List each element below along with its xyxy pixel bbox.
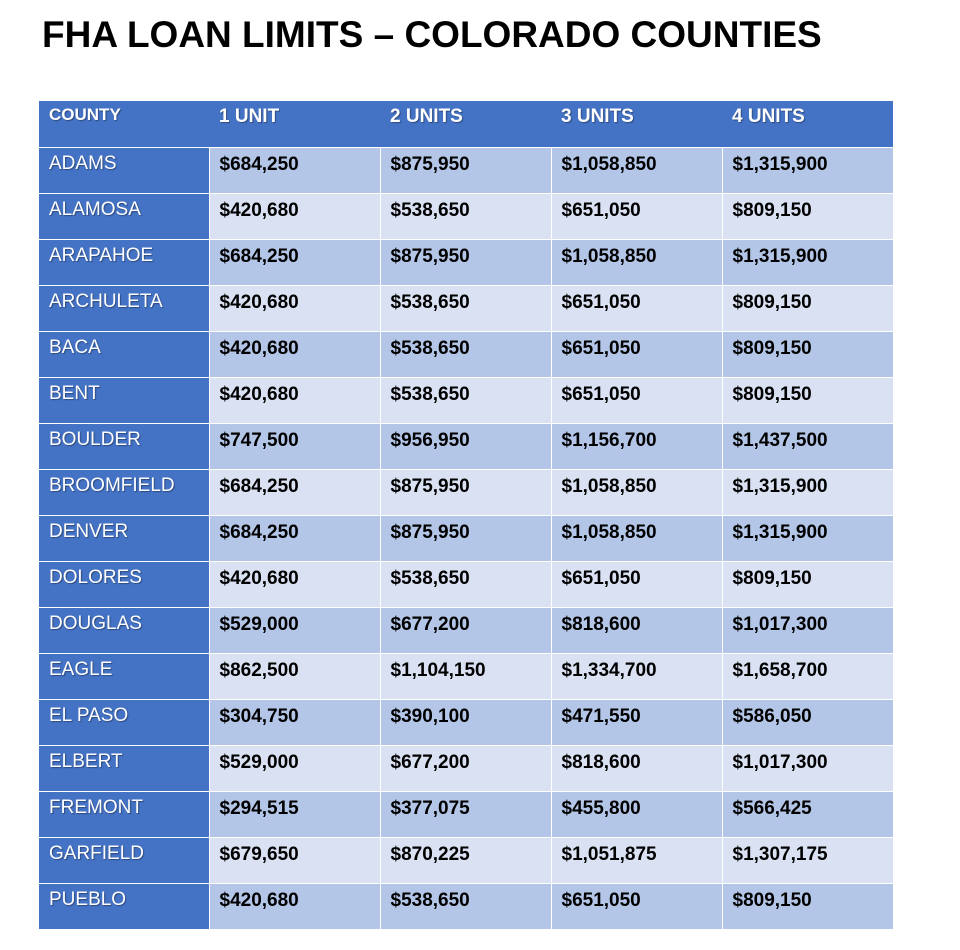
table-row bbox=[39, 423, 893, 469]
limit-cell-3-units: $1,058,850 bbox=[551, 239, 722, 285]
limit-cell-2-units: $875,950 bbox=[380, 469, 551, 515]
limit-cell-1-unit: $862,500 bbox=[209, 653, 380, 699]
table-row bbox=[39, 745, 893, 791]
limit-cell-3-units: $818,600 bbox=[551, 607, 722, 653]
limit-cell-1-unit: $420,680 bbox=[209, 377, 380, 423]
limit-cell-3-units: $1,058,850 bbox=[551, 515, 722, 561]
limit-cell-1-unit: $420,680 bbox=[209, 883, 380, 929]
county-name-cell: EAGLE bbox=[39, 653, 209, 699]
limit-cell-4-units: $1,017,300 bbox=[722, 745, 893, 791]
county-name-cell: DOUGLAS bbox=[39, 607, 209, 653]
limit-cell-1-unit: $420,680 bbox=[209, 285, 380, 331]
limit-cell-3-units: $1,058,850 bbox=[551, 469, 722, 515]
limit-cell-3-units: $455,800 bbox=[551, 791, 722, 837]
table-row bbox=[39, 377, 893, 423]
limit-cell-2-units: $875,950 bbox=[380, 147, 551, 193]
column-header-1-unit: 1 UNIT bbox=[209, 101, 380, 147]
limit-cell-1-unit: $529,000 bbox=[209, 607, 380, 653]
limit-cell-1-unit: $684,250 bbox=[209, 239, 380, 285]
limit-cell-2-units: $875,950 bbox=[380, 515, 551, 561]
county-name-cell: EL PASO bbox=[39, 699, 209, 745]
limit-cell-2-units: $377,075 bbox=[380, 791, 551, 837]
loan-limits-table bbox=[39, 101, 893, 929]
limit-cell-2-units: $956,950 bbox=[380, 423, 551, 469]
county-name-cell: ALAMOSA bbox=[39, 193, 209, 239]
county-name-cell: FREMONT bbox=[39, 791, 209, 837]
table-body bbox=[39, 147, 893, 929]
limit-cell-1-unit: $420,680 bbox=[209, 193, 380, 239]
table-header-row bbox=[39, 101, 893, 147]
limit-cell-1-unit: $294,515 bbox=[209, 791, 380, 837]
table-row bbox=[39, 653, 893, 699]
column-header-2-units: 2 UNITS bbox=[380, 101, 551, 147]
table-row bbox=[39, 193, 893, 239]
table-row bbox=[39, 469, 893, 515]
table-row bbox=[39, 837, 893, 883]
limit-cell-4-units: $809,150 bbox=[722, 193, 893, 239]
limit-cell-2-units: $390,100 bbox=[380, 699, 551, 745]
table-row bbox=[39, 239, 893, 285]
county-name-cell: BACA bbox=[39, 331, 209, 377]
county-name-cell: GARFIELD bbox=[39, 837, 209, 883]
limit-cell-2-units: $875,950 bbox=[380, 239, 551, 285]
limit-cell-4-units: $809,150 bbox=[722, 331, 893, 377]
table-row bbox=[39, 607, 893, 653]
limit-cell-3-units: $1,156,700 bbox=[551, 423, 722, 469]
limit-cell-3-units: $1,051,875 bbox=[551, 837, 722, 883]
table-row bbox=[39, 791, 893, 837]
limit-cell-4-units: $586,050 bbox=[722, 699, 893, 745]
county-name-cell: BENT bbox=[39, 377, 209, 423]
limit-cell-3-units: $471,550 bbox=[551, 699, 722, 745]
limit-cell-4-units: $1,658,700 bbox=[722, 653, 893, 699]
limit-cell-4-units: $809,150 bbox=[722, 285, 893, 331]
table-row bbox=[39, 331, 893, 377]
limit-cell-2-units: $538,650 bbox=[380, 285, 551, 331]
limit-cell-2-units: $538,650 bbox=[380, 377, 551, 423]
limit-cell-4-units: $1,315,900 bbox=[722, 147, 893, 193]
table-row bbox=[39, 147, 893, 193]
table-row bbox=[39, 883, 893, 929]
county-name-cell: BOULDER bbox=[39, 423, 209, 469]
limit-cell-3-units: $1,058,850 bbox=[551, 147, 722, 193]
limit-cell-2-units: $870,225 bbox=[380, 837, 551, 883]
limit-cell-2-units: $1,104,150 bbox=[380, 653, 551, 699]
table-row bbox=[39, 699, 893, 745]
county-name-cell: ELBERT bbox=[39, 745, 209, 791]
limit-cell-1-unit: $747,500 bbox=[209, 423, 380, 469]
limit-cell-1-unit: $679,650 bbox=[209, 837, 380, 883]
county-name-cell: BROOMFIELD bbox=[39, 469, 209, 515]
limit-cell-1-unit: $420,680 bbox=[209, 561, 380, 607]
limit-cell-4-units: $809,150 bbox=[722, 377, 893, 423]
table-row bbox=[39, 515, 893, 561]
limit-cell-4-units: $809,150 bbox=[722, 561, 893, 607]
limit-cell-2-units: $677,200 bbox=[380, 745, 551, 791]
limit-cell-1-unit: $420,680 bbox=[209, 331, 380, 377]
column-header-county: COUNTY bbox=[39, 101, 209, 147]
column-header-4-units: 4 UNITS bbox=[722, 101, 893, 147]
limit-cell-2-units: $677,200 bbox=[380, 607, 551, 653]
limit-cell-4-units: $566,425 bbox=[722, 791, 893, 837]
limit-cell-3-units: $818,600 bbox=[551, 745, 722, 791]
column-header-3-units: 3 UNITS bbox=[551, 101, 722, 147]
limit-cell-3-units: $651,050 bbox=[551, 377, 722, 423]
page-title: FHA LOAN LIMITS – COLORADO COUNTIES bbox=[42, 14, 822, 55]
county-name-cell: DOLORES bbox=[39, 561, 209, 607]
limit-cell-3-units: $651,050 bbox=[551, 561, 722, 607]
limit-cell-4-units: $1,315,900 bbox=[722, 469, 893, 515]
limit-cell-3-units: $651,050 bbox=[551, 193, 722, 239]
table-row bbox=[39, 561, 893, 607]
limit-cell-3-units: $1,334,700 bbox=[551, 653, 722, 699]
table-row bbox=[39, 285, 893, 331]
county-name-cell: DENVER bbox=[39, 515, 209, 561]
limit-cell-1-unit: $529,000 bbox=[209, 745, 380, 791]
limit-cell-2-units: $538,650 bbox=[380, 193, 551, 239]
county-name-cell: PUEBLO bbox=[39, 883, 209, 929]
limit-cell-4-units: $1,315,900 bbox=[722, 515, 893, 561]
limit-cell-2-units: $538,650 bbox=[380, 561, 551, 607]
limit-cell-3-units: $651,050 bbox=[551, 285, 722, 331]
limit-cell-3-units: $651,050 bbox=[551, 331, 722, 377]
limit-cell-2-units: $538,650 bbox=[380, 331, 551, 377]
county-name-cell: ARCHULETA bbox=[39, 285, 209, 331]
county-name-cell: ARAPAHOE bbox=[39, 239, 209, 285]
limit-cell-3-units: $651,050 bbox=[551, 883, 722, 929]
county-name-cell: ADAMS bbox=[39, 147, 209, 193]
limit-cell-4-units: $1,315,900 bbox=[722, 239, 893, 285]
limit-cell-1-unit: $684,250 bbox=[209, 147, 380, 193]
limit-cell-4-units: $1,017,300 bbox=[722, 607, 893, 653]
limit-cell-4-units: $1,437,500 bbox=[722, 423, 893, 469]
limit-cell-1-unit: $684,250 bbox=[209, 469, 380, 515]
limit-cell-1-unit: $684,250 bbox=[209, 515, 380, 561]
limit-cell-4-units: $1,307,175 bbox=[722, 837, 893, 883]
limit-cell-1-unit: $304,750 bbox=[209, 699, 380, 745]
limit-cell-2-units: $538,650 bbox=[380, 883, 551, 929]
limit-cell-4-units: $809,150 bbox=[722, 883, 893, 929]
